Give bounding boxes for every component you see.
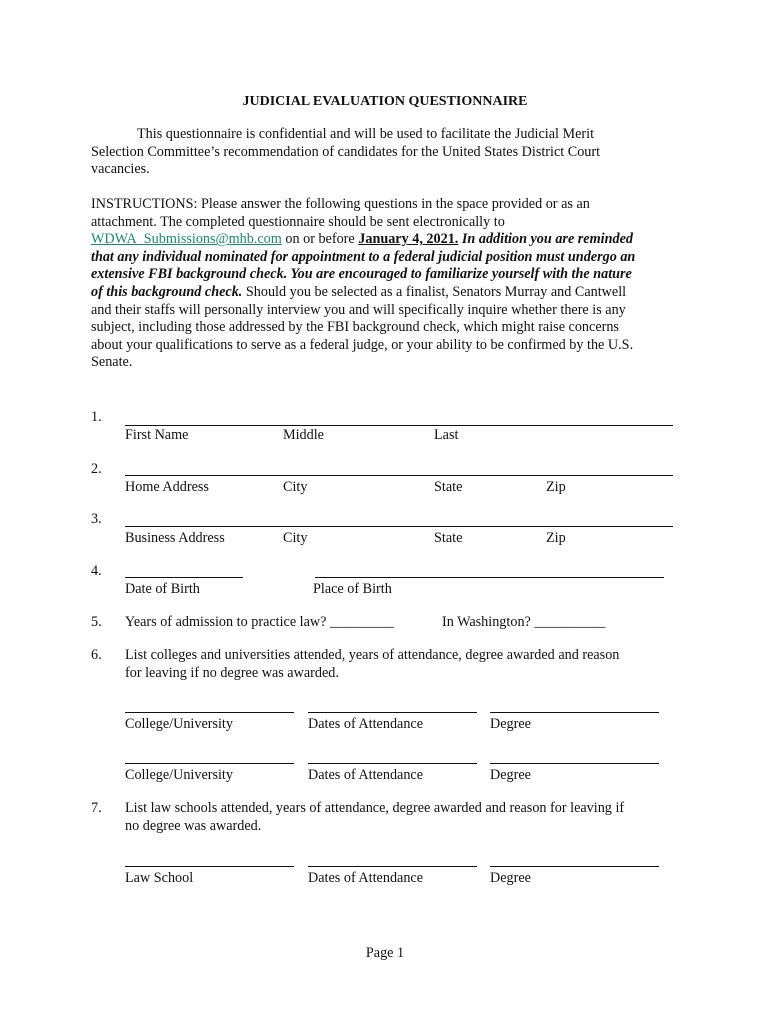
city-label: City	[283, 479, 308, 495]
instructions-emphasis: In addition you are reminded	[458, 231, 633, 248]
question-number: 1.	[91, 409, 102, 425]
degree-field-line[interactable]	[490, 712, 659, 713]
page-number: Page 1	[365, 945, 405, 961]
question-text: List colleges and universities attended, years of attendance, degree awarded and reason	[125, 647, 620, 663]
intro-line: Selection Committee’s recommendation of candidates for the United States District Court	[91, 143, 601, 160]
instructions-line	[91, 284, 681, 302]
city-label: City	[283, 530, 308, 546]
business-address-label: Business Address	[125, 530, 225, 546]
place-of-birth-field-line[interactable]	[315, 577, 664, 578]
instructions-emphasis-line: that any individual nominated for appointment to a federal judicial position must undergo an	[91, 248, 636, 265]
document-title: JUDICIAL EVALUATION QUESTIONNAIRE	[242, 94, 528, 109]
college-label: College/University	[125, 767, 233, 783]
dates-field-line[interactable]	[308, 763, 477, 764]
question-number: 7.	[91, 800, 102, 816]
date-of-birth-label: Date of Birth	[125, 581, 200, 597]
instructions-emphasis-line: extensive FBI background check. You are encouraged to familiarize yourself with the nature	[91, 266, 632, 283]
dates-of-attendance-label: Dates of Attendance	[308, 716, 424, 732]
instructions-line: INSTRUCTIONS: Please answer the following questions in the space provided or as an	[91, 196, 590, 212]
place-of-birth-label: Place of Birth	[313, 581, 392, 597]
instructions-line: about your qualifications to serve as a federal judge, or your ability to be confirmed by the U.S.	[91, 336, 634, 353]
home-address-field-line[interactable]	[125, 475, 673, 476]
degree-field-line[interactable]	[490, 866, 659, 867]
degree-label: Degree	[490, 870, 531, 886]
instructions-text: on or before	[281, 231, 359, 248]
middle-name-label: Middle	[283, 427, 324, 443]
intro-paragraph	[91, 126, 681, 179]
home-address-label: Home Address	[125, 479, 209, 495]
instructions-line: and their staffs will personally interview you and will specifically inquire whether there is any	[91, 301, 626, 318]
deadline-date: January 4, 2021.	[358, 231, 459, 248]
question-number: 4.	[91, 563, 102, 579]
degree-field-line[interactable]	[490, 763, 659, 764]
years-admission-question: Years of admission to practice law? _________	[125, 614, 394, 630]
state-label: State	[434, 530, 463, 546]
last-name-label: Last	[434, 427, 459, 443]
state-label: State	[434, 479, 463, 495]
instructions-text: Should you be selected as a finalist, Senators Murray and Cantwell	[242, 283, 627, 300]
zip-label: Zip	[546, 479, 566, 495]
college-label: College/University	[125, 716, 233, 732]
dates-field-line[interactable]	[308, 712, 477, 713]
name-field-line[interactable]	[125, 425, 673, 426]
degree-label: Degree	[490, 716, 531, 732]
intro-line: This questionnaire is confidential and will be used to facilitate the Judicial Merit	[137, 126, 595, 142]
question-text: for leaving if no degree was awarded.	[125, 665, 339, 681]
question-text: List law schools attended, years of attendance, degree awarded and reason for leaving if	[125, 800, 625, 816]
zip-label: Zip	[546, 530, 566, 546]
college-field-line[interactable]	[125, 763, 294, 764]
question-number: 6.	[91, 647, 102, 663]
washington-admission-question: In Washington? __________	[442, 614, 606, 630]
instructions-line	[91, 231, 681, 249]
law-school-field-line[interactable]	[125, 866, 294, 867]
dates-field-line[interactable]	[308, 866, 477, 867]
intro-line: vacancies.	[91, 161, 150, 178]
law-school-label: Law School	[125, 870, 194, 886]
first-name-label: First Name	[125, 427, 189, 443]
instructions-line: attachment. The completed questionnaire should be sent electronically to	[91, 213, 505, 230]
instructions-line: Senate.	[91, 354, 133, 371]
question-number: 2.	[91, 461, 102, 477]
dates-of-attendance-label: Dates of Attendance	[308, 767, 424, 783]
dates-of-attendance-label: Dates of Attendance	[308, 870, 424, 886]
business-address-field-line[interactable]	[125, 526, 673, 527]
question-number: 3.	[91, 511, 102, 527]
submission-email-link[interactable]: WDWA_Submissions@mhb.com	[91, 231, 282, 248]
college-field-line[interactable]	[125, 712, 294, 713]
instructions-paragraph	[91, 196, 681, 372]
instructions-emphasis: of this background check.	[91, 283, 243, 300]
question-number: 5.	[91, 614, 102, 630]
question-text: no degree was awarded.	[125, 818, 262, 834]
instructions-line: subject, including those addressed by the FBI background check, which might raise concerns	[91, 319, 619, 336]
date-of-birth-field-line[interactable]	[125, 577, 243, 578]
degree-label: Degree	[490, 767, 531, 783]
